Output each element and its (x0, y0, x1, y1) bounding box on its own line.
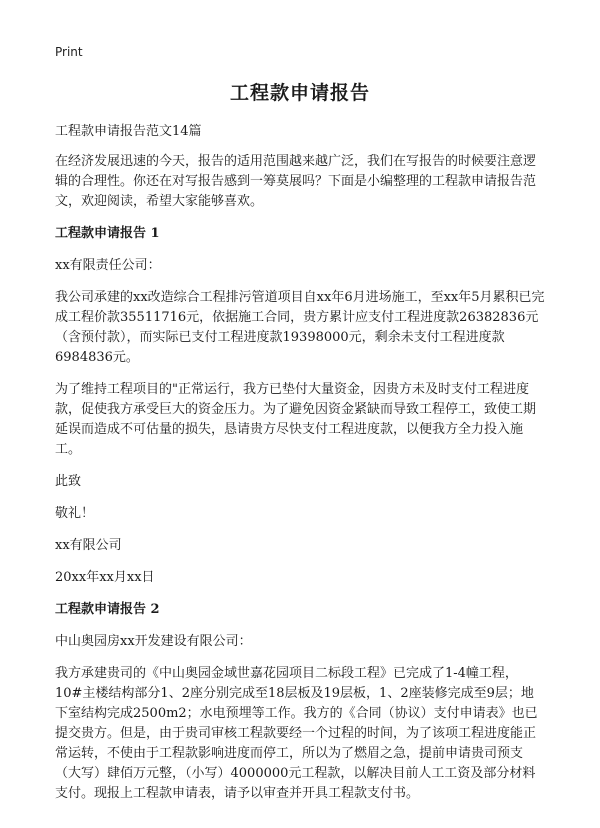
section-1-paragraph-1: 我公司承建的xx改造综合工程排污管道项目自xx年6月进场施工，至xx年5月累积已完成工程价款35511716元，依据施工合同，贵方累计应支付工程进度款26382836元（含预付款），而实际已支付工程进度款19398000元，剩余未支付工程进度款6984836元。 (55, 290, 545, 365)
section-heading-2: 工程款申请报告 2 (55, 602, 160, 617)
section-2-paragraph-1: 我方承建贵司的《中山奥园金域世嘉花园项目二标段工程》已完成了1-4幢工程，10#主楼结构部分1、2座分别完成至18层板及19层板，1、2座装修完成至9层；地下室结构完成2500m2；水电预埋等工作。我方的《合同（协议）支付申请表》也已提交贵方。但是，由于贵司审核工程款要经一个过程的时间，为了该项工程进度能正常运转，不使由于工程款影响进度而停工，所以为了燃眉之急，提前申请贵司预支（大写）肆佰万元整，（小写）4000000元工程款，以解决目前人工工资及部分材料支付。现报上工程款申请表，请予以审查并开具工程款支付书。 (55, 666, 538, 801)
signer-1: xx有限公司 (55, 538, 122, 553)
recipient-2: 中山奥园房xx开发建设有限公司： (55, 634, 252, 649)
recipient-1: xx有限责任公司： (55, 258, 161, 273)
intro-paragraph: 在经济发展迅速的今天，报告的适用范围越来越广泛，我们在写报告的时候要注意逻辑的合理性。你还在对写报告感到一筹莫展吗？下面是小编整理的工程款申请报告范文，欢迎阅读，希望大家能够喜欢。 (55, 154, 537, 209)
date-1: 20xx年xx月xx日 (55, 570, 155, 585)
document-body (55, 122, 545, 816)
document-subtitle: 工程款申请报告范文14篇 (55, 124, 202, 139)
closing-salutation-1: 此致 (55, 474, 82, 489)
section-heading-1: 工程款申请报告 1 (55, 226, 160, 241)
section-1-paragraph-2: 为了维持工程项目的"正常运行，我方已垫付大量资金，因贵方未及时支付工程进度款，促使我方承受巨大的资金压力。为了避免因资金紧缺而导致工程停工，致使工期延误而造成不可估量的损失，恳请贵方尽快支付工程进度款，以便我方全力投入施工。 (55, 382, 537, 457)
document-title: 工程款申请报告 (229, 82, 370, 104)
closing-salutation-2: 敬礼！ (55, 506, 95, 521)
print-link[interactable]: Print (55, 45, 83, 59)
